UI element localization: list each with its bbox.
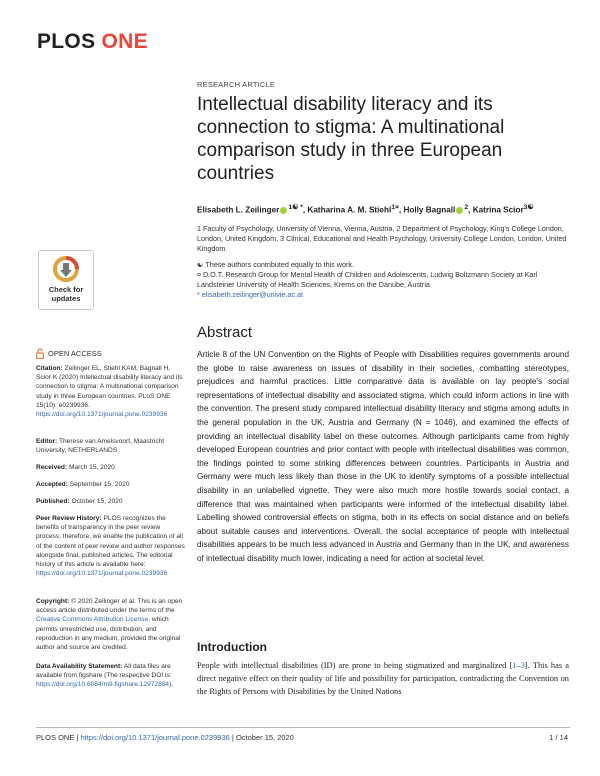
editor-text: Therese van Amelsvoort, Maastricht University, NETHERLANDS <box>36 438 165 455</box>
footer-separator: | <box>76 733 79 742</box>
author-name[interactable]: Holly Bagnall <box>403 205 456 215</box>
intro-text-2: ]. This has a direct negative effect on their quality of life and possibility for participation, contradicting the Convention on the Rights of Persons with Disabilities by the United Nations <box>197 661 569 696</box>
author-name[interactable]: Katharina A. M. Stiehl <box>307 205 392 215</box>
corresponding-email[interactable]: * elisabeth.zeilinger@univie.ac.at <box>197 290 303 299</box>
editor-label: Editor: <box>36 438 58 445</box>
copyright-text: © 2020 Zeilinger et al. This is an open access article distributed under the terms of the <box>36 598 183 615</box>
footer-journal: PLOS ONE <box>36 733 75 742</box>
introduction-heading: Introduction <box>197 640 267 654</box>
affiliations: 1 Faculty of Psychology, University of Vienna, Vienna, Austria, 2 Department of Psychology, King's College London, London, United Kingdom, 3 Clinical, Educational and Health Psychology, University College London, London, United Kingdom <box>197 224 567 253</box>
author-sup: 2 <box>464 204 469 211</box>
published-date: October 15, 2020 <box>71 498 123 505</box>
intro-text-1: People with intellectual disabilities (ID) are prone to being stigmatized and marginalized [ <box>197 661 513 670</box>
received-block <box>36 463 186 472</box>
accepted-block <box>36 480 186 489</box>
check-updates-icon <box>52 255 80 283</box>
data-availability-link[interactable]: https://doi.org/10.6084/m9.figshare.12972884 <box>36 681 170 689</box>
copyright-text-end: , which permits unrestricted use, distribution, and reproduction in any medium, provided the original author and source are credited. <box>36 616 181 652</box>
abstract-text: Article 8 of the UN Convention on the Rights of People with Disabilities requires governments around the globe to raise awareness on issues of disability in their societies, combatting stereotypes, prejudices and harmful practices. Little comparative data is available on lay people's social representations of intellectual disability and associated stigma, which could inform actions in line with the convention. The present study compared intellectual disability literacy and stigma among adults in the general population in the UK, Austria and Germany (N = 1046), and examined the effects of providing an intellectual disability label on these outcomes. Although participants came from highly developed European countries and prior contact with people with intellectual disabilities was common, the findings pointed to some striking differences between countries. Participants in Austria and Germany were much less likely than those in the UK to identify symptoms of a possible intellectual disability in an unlabelled vignette. They were also much more hostile towards social contact, a difference that was maintained when participants were informed of the intellectual disability label. Labelling showed controversial effects on stigma, both in its effects on social distance and on beliefs about suitable causes and interventions. Overall, the social acceptance of people with intellectual disabilities appears to be much less advanced in Austria and Germany than in the UK, and awareness of intellectual disability much lower, indicating a need for action at societal level. <box>197 350 569 563</box>
intro-dash: – <box>516 661 521 670</box>
page-number: 1 / 14 <box>549 733 568 742</box>
open-access-label: OPEN ACCESS <box>48 349 102 358</box>
open-access <box>36 348 102 359</box>
data-availability-block <box>36 662 186 690</box>
logo-plos: PLOS <box>37 30 96 53</box>
citation-block <box>36 364 186 419</box>
page-footer <box>36 733 294 742</box>
reference-link[interactable]: 1 <box>512 661 517 670</box>
author-list: Elisabeth L. Zeilinger $^{1☯ *}$, Katharina A. M. Stiehl$^{1¤}$, Holly Bagnall $^2$, Katrina Scior$^{3☯}$ <box>197 204 534 215</box>
peer-review-block <box>36 514 186 578</box>
peer-review-text: PLOS recognizes the benefits of transparency in the peer review process; therefore, we enable the publication of all of the content of peer review and author responses alongside final, published articles. The editorial history of this article is available here: <box>36 515 185 569</box>
accepted-date: September 15, 2020 <box>69 481 130 488</box>
copyright-label: Copyright: <box>36 598 70 605</box>
published-block <box>36 497 186 506</box>
note-current-address: ¤ D.O.T. Research Group for Mental Health of Children and Adolescents, Ludwig Boltzmann Society at Karl Landsteiner University of Health Sciences, Krems on the Danube, Austria <box>197 270 538 289</box>
footer-doi-link[interactable]: https://doi.org/10.1371/journal.pone.0239936 <box>80 733 230 742</box>
note-equal: ☯ These authors contributed equally to this work. <box>197 260 354 269</box>
orcid-icon[interactable] <box>456 207 463 214</box>
article-title: Intellectual disability literacy and its connection to stigma: A multinational comparison study in three European countries <box>197 94 505 184</box>
data-availability-label: Data Availability Statement: <box>36 663 123 670</box>
copyright-block <box>36 597 186 652</box>
received-label: Received: <box>36 464 68 471</box>
author-notes <box>197 260 567 300</box>
author-sup: 1☯ * <box>288 204 303 211</box>
author-sup: 1¤ <box>391 204 399 211</box>
citation-label: Citation: <box>36 365 63 372</box>
logo-one: ONE <box>101 30 148 53</box>
editor-block <box>36 437 186 455</box>
received-date: March 15, 2020 <box>69 464 115 471</box>
open-lock-icon <box>36 348 44 359</box>
published-label: Published: <box>36 498 70 505</box>
author-sup: 3☯ <box>523 204 534 211</box>
accepted-label: Accepted: <box>36 481 68 488</box>
footer-divider <box>36 727 570 728</box>
article-type: RESEARCH ARTICLE <box>197 80 276 89</box>
orcid-icon[interactable] <box>280 207 287 214</box>
peer-review-link[interactable]: https://doi.org/10.1371/journal.pone.0239936 <box>36 570 168 578</box>
data-availability-end: ). <box>169 681 174 689</box>
citation-doi-link[interactable]: https://doi.org/10.1371/journal.pone.0239936 <box>36 411 168 419</box>
license-link[interactable]: Creative Commons Attribution License <box>36 616 149 624</box>
check-for-updates-badge[interactable] <box>38 250 94 310</box>
citation-text: Zeilinger EL, Stiehl KAM, Bagnall H, Scior K (2020) Intellectual disability literacy and its connection to stigma: A multinational comparison study in three European countries. PLoS ONE 15(10): e0239936. <box>36 365 183 409</box>
author-name[interactable]: Elisabeth L. Zeilinger <box>197 205 280 215</box>
introduction-text <box>197 659 569 698</box>
peer-review-label: Peer Review History: <box>36 515 102 522</box>
check-updates-line1: Check for <box>48 285 84 294</box>
abstract-heading: Abstract <box>197 324 253 341</box>
check-updates-text <box>39 285 93 303</box>
footer-separator: | <box>231 733 234 742</box>
reference-link[interactable]: 3 <box>520 661 525 670</box>
data-availability-text: All data files are available from figshare (The respective DOI is: <box>36 663 172 680</box>
journal-logo <box>37 30 148 54</box>
author-name[interactable]: Katrina Scior <box>472 205 524 215</box>
check-updates-line2: updates <box>51 294 81 303</box>
footer-date: October 15, 2020 <box>235 733 294 742</box>
